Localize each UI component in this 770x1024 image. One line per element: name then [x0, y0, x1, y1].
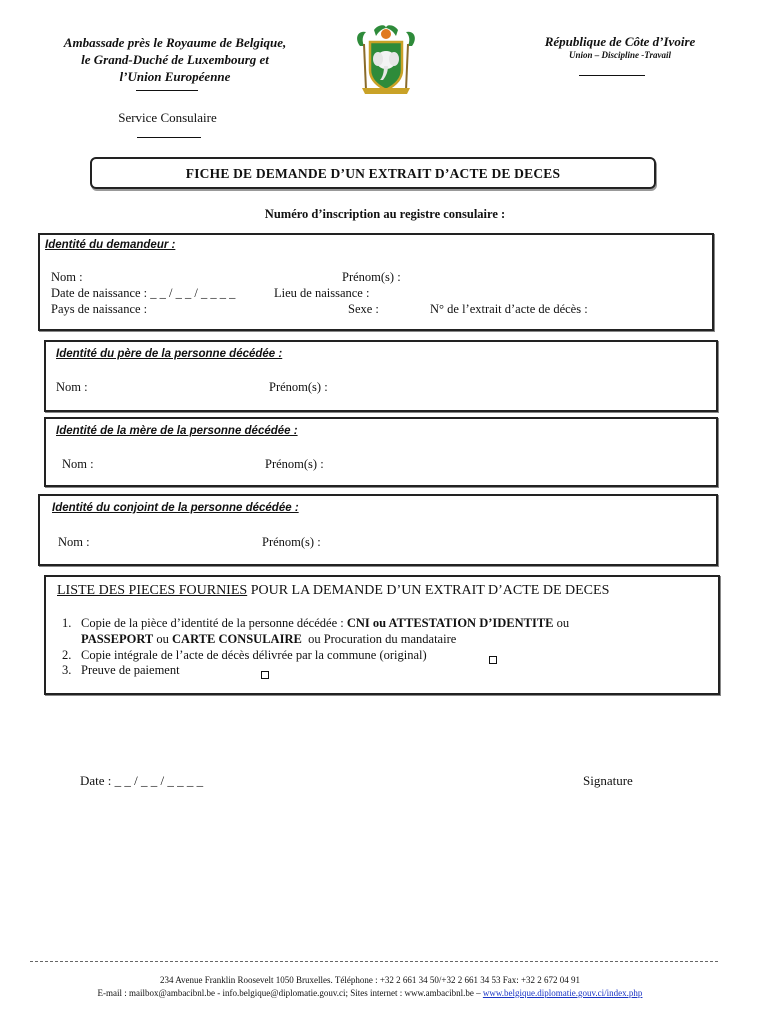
list-item-1-text-c: ou — [153, 631, 173, 646]
coat-of-arms-icon — [352, 24, 420, 98]
embassy-line-1: Ambassade près le Royaume de Belgique, — [63, 35, 287, 50]
date-field[interactable]: Date : _ _ / _ _ / _ _ _ _ — [80, 773, 204, 788]
footer-website-link[interactable]: www.belgique.diplomatie.gouv.ci/index.php — [482, 988, 643, 998]
list-item-2-checkbox[interactable] — [489, 651, 497, 669]
documents-title-underlined: LISTE DES PIECES FOURNIES — [57, 583, 248, 598]
list-item-1-bold-c: CARTE CONSULAIRE — [172, 631, 302, 646]
father-prenom-field[interactable]: Prénom(s) : — [269, 380, 328, 394]
documents-title-rest: POUR LA DEMANDE D’UN EXTRAIT D’ACTE DE DECES — [247, 583, 610, 598]
spouse-heading: Identité du conjoint de la personne décédée : — [52, 502, 299, 514]
footer-email-text: E-mail : mailbox@ambacibnl.be - info.belgique@diplomatie.gouv.ci; Sites internet : www.ambacibnl.be – — [97, 988, 483, 998]
embassy-divider — [136, 90, 198, 91]
list-item-1-text-b: ou — [553, 616, 570, 630]
service-label: Service Consulaire — [118, 110, 217, 125]
registration-number-label: Numéro d’inscription au registre consulaire : — [264, 207, 506, 221]
documents-title — [57, 583, 609, 599]
list-item-2-number: 2. — [62, 648, 72, 662]
mother-heading: Identité de la mère de la personne décédée : — [56, 425, 298, 437]
form-title: FICHE DE DEMANDE D’UN EXTRAIT D’ACTE DE DECES — [185, 166, 561, 181]
list-item-1-bold-b: PASSEPORT — [81, 631, 154, 646]
mother-prenom-field[interactable]: Prénom(s) : — [265, 457, 324, 471]
applicant-prenom-field[interactable]: Prénom(s) : — [342, 270, 401, 284]
father-heading: Identité du père de la personne décédée : — [56, 348, 283, 360]
applicant-birthplace-field[interactable]: Lieu de naissance : — [274, 286, 370, 300]
footer-contact — [0, 988, 740, 998]
list-item-1-bold-a: CNI ou ATTESTATION D’IDENTITE — [346, 616, 554, 630]
republic-divider — [579, 75, 645, 76]
embassy-name — [30, 34, 320, 85]
applicant-birthdate-field[interactable]: Date de naissance : _ _ / _ _ / _ _ _ _ — [51, 286, 236, 300]
father-nom-field[interactable]: Nom : — [56, 380, 88, 394]
applicant-heading: Identité du demandeur : — [45, 239, 176, 251]
spouse-prenom-field[interactable]: Prénom(s) : — [262, 535, 321, 549]
spouse-nom-field[interactable]: Nom : — [58, 535, 90, 549]
applicant-sex-field[interactable]: Sexe : — [348, 302, 379, 316]
list-item-1-text-a: Copie de la pièce d’identité de la personne décédée : — [81, 616, 347, 630]
list-item-2-text: Copie intégrale de l’acte de décès délivrée par la commune (original) — [81, 648, 427, 662]
republic-name: République de Côte d’Ivoire — [544, 34, 696, 49]
list-item-1-number: 1. — [62, 616, 72, 630]
footer-divider — [30, 961, 718, 962]
embassy-line-3: l’Union Européenne — [119, 69, 231, 84]
list-item-1-text-d: ou Procuration du mandataire — [301, 631, 457, 646]
signature-label: Signature — [583, 773, 633, 788]
embassy-line-2: le Grand-Duché de Luxembourg et — [81, 52, 269, 67]
national-motto: Union – Discipline -Travail — [569, 50, 671, 60]
service-divider — [137, 137, 201, 138]
applicant-birth-country-field[interactable]: Pays de naissance : — [51, 302, 148, 316]
list-item-3-text: Preuve de paiement — [81, 663, 180, 677]
applicant-nom-field[interactable]: Nom : — [51, 270, 83, 284]
list-item-3-number: 3. — [62, 663, 72, 677]
death-certificate-number-field[interactable]: N° de l’extrait d’acte de décès : — [430, 302, 588, 316]
footer-address: 234 Avenue Franklin Roosevelt 1050 Bruxelles. Téléphone : +32 2 661 34 50/+32 2 661 34 53 Fax: +32 2 672 04 91 — [159, 975, 581, 985]
list-item-1 — [81, 616, 711, 647]
mother-nom-field[interactable]: Nom : — [62, 457, 94, 471]
list-item-3-checkbox[interactable] — [261, 666, 269, 684]
